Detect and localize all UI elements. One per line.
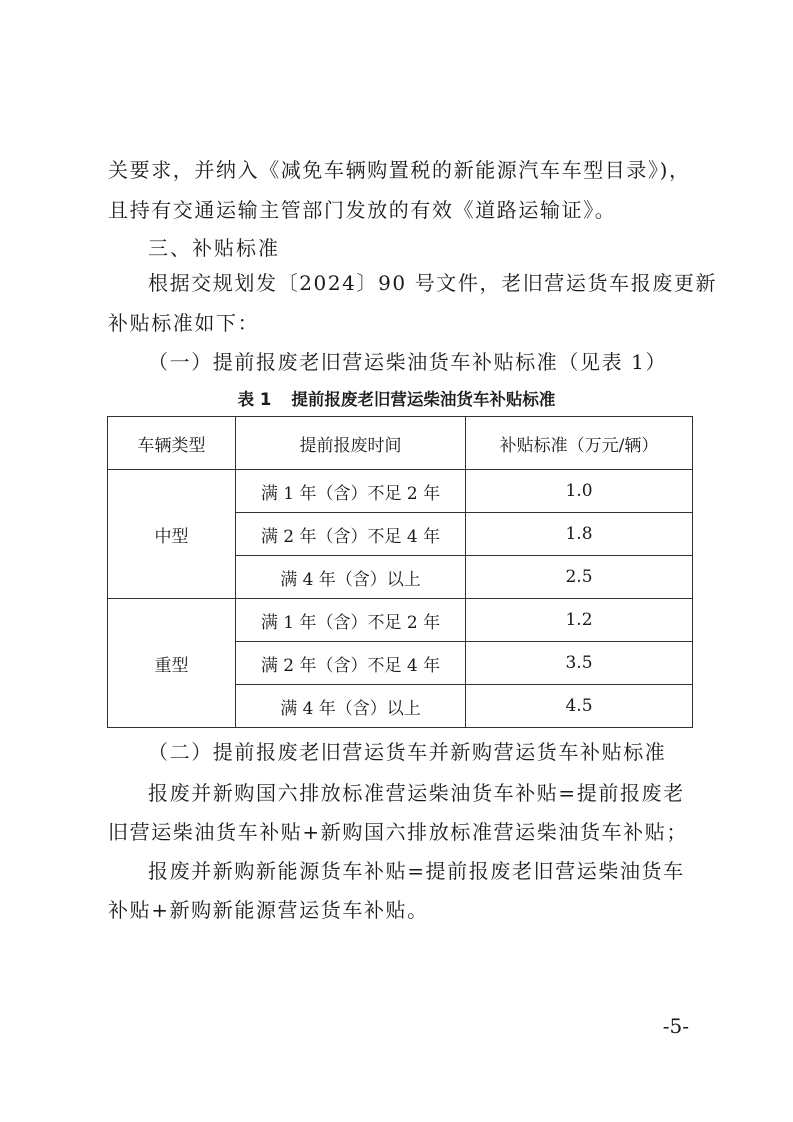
subsidy-amount-cell: 1.0 — [466, 470, 693, 513]
table-caption — [0, 389, 793, 411]
paragraph-line: 且持有交通运输主管部门发放的有效《道路运输证》。 — [108, 198, 617, 222]
subsidy-amount-cell: 1.8 — [466, 513, 693, 556]
subsection-heading: （一）提前报废老旧营运柴油货车补贴标准（见表 1） — [148, 350, 668, 374]
table-caption-number: 表 1 — [237, 390, 272, 409]
vehicle-type-cell: 中型 — [108, 470, 236, 599]
subsidy-amount-cell: 1.2 — [466, 599, 693, 642]
table-row — [108, 599, 693, 642]
scrap-time-cell: 满 2 年（含）不足 4 年 — [236, 642, 466, 685]
paragraph-line: 补贴+新购新能源营运货车补贴。 — [108, 898, 429, 922]
header-subsidy-amount: 补贴标准（万元/辆） — [466, 417, 693, 470]
table-caption-title: 提前报废老旧营运柴油货车补贴标准 — [291, 390, 556, 409]
header-scrap-time: 提前报废时间 — [236, 417, 466, 470]
scrap-time-cell: 满 4 年（含）以上 — [236, 556, 466, 599]
scrap-time-cell: 满 4 年（含）以上 — [236, 685, 466, 728]
scrap-time-cell: 满 2 年（含）不足 4 年 — [236, 513, 466, 556]
subsidy-amount-cell: 2.5 — [466, 556, 693, 599]
scrap-time-cell: 满 1 年（含）不足 2 年 — [236, 470, 466, 513]
paragraph-line: 旧营运柴油货车补贴+新购国六排放标准营运柴油货车补贴； — [108, 820, 688, 844]
page-number: -5- — [662, 1014, 689, 1038]
paragraph-line: 关要求，并纳入《减免车辆购置税的新能源汽车车型目录》)， — [108, 158, 691, 182]
subsidy-amount-cell: 3.5 — [466, 642, 693, 685]
subsection-heading: （二）提前报废老旧营运货车并新购营运货车补贴标准 — [148, 740, 667, 764]
scrap-time-cell: 满 1 年（含）不足 2 年 — [236, 599, 466, 642]
subsidy-table — [107, 416, 693, 728]
table-row — [108, 470, 693, 513]
paragraph-line: 报废并新购新能源货车补贴=提前报废老旧营运柴油货车 — [148, 859, 685, 883]
vehicle-type-cell: 重型 — [108, 599, 236, 728]
table-header-row — [108, 417, 693, 470]
section-heading: 三、补贴标准 — [148, 236, 280, 260]
paragraph-line: 报废并新购国六排放标准营运柴油货车补贴=提前报废老 — [148, 781, 685, 805]
paragraph-line: 根据交规划发〔2024〕90 号文件，老旧营运货车报废更新 — [148, 271, 718, 295]
subsidy-amount-cell: 4.5 — [466, 685, 693, 728]
header-vehicle-type: 车辆类型 — [108, 417, 236, 470]
paragraph-line: 补贴标准如下： — [108, 311, 260, 335]
